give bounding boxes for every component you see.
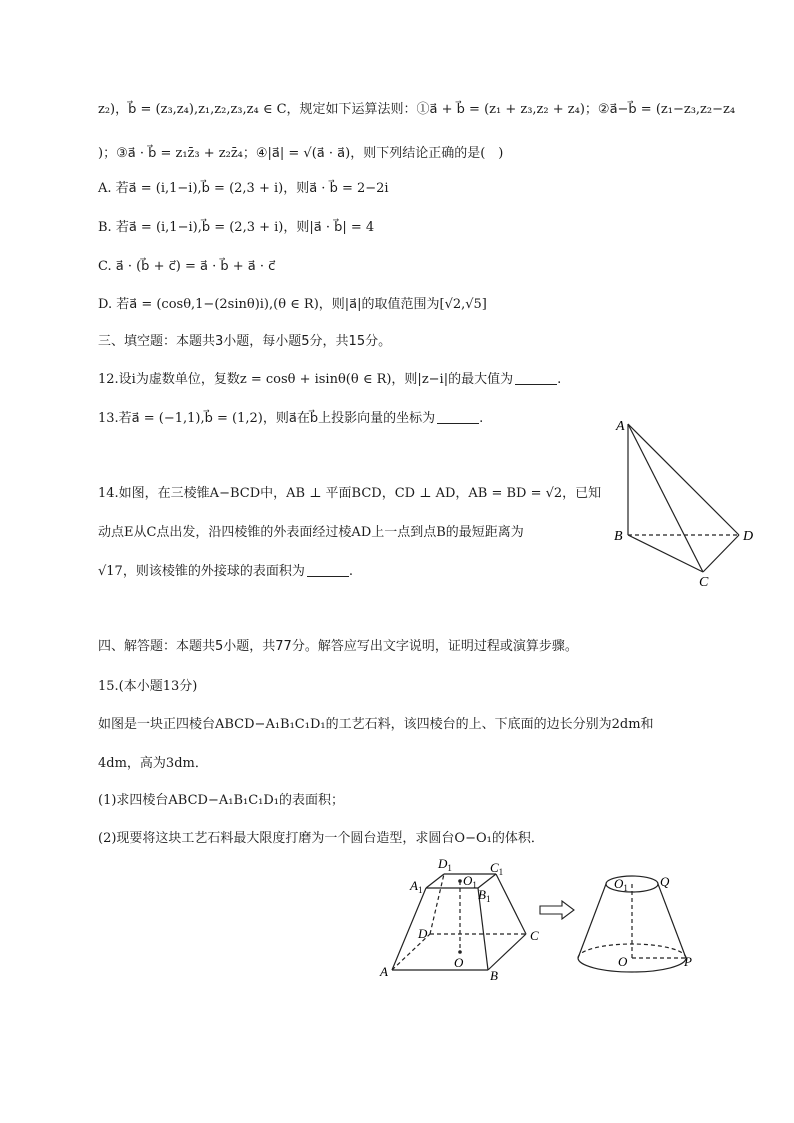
svg-text:D1: $D_1$ bbox=[438, 856, 452, 873]
answer-blank bbox=[515, 372, 557, 385]
question-line: 12.设i为虚数单位，复数z = cosθ + isinθ(θ ∈ R)，则|z−i|的最大值为 . bbox=[98, 372, 562, 387]
svg-text:O: O bbox=[454, 955, 464, 970]
question-line: D. 若a⃗ = (cosθ,1−(2sinθ)i),(θ ∈ R)，则|a⃗|的取值范围为[√2,√5] bbox=[98, 297, 487, 312]
label-A: A bbox=[616, 419, 625, 434]
answer-blank bbox=[437, 411, 479, 424]
question-line: 13.若a⃗ = (−1,1),b⃗ = (1,2)，则a⃗在b⃗上投影向量的坐标为 . bbox=[98, 411, 484, 426]
question-line: (2)现要将这块工艺石料最大限度打磨为一个圆台造型，求圆台O−O₁的体积． bbox=[98, 831, 544, 846]
label-D: D bbox=[743, 529, 754, 544]
section-heading: 三、填空题：本题共3小题，每小题5分，共15分。 bbox=[98, 334, 392, 349]
label-C: C bbox=[699, 575, 709, 590]
question-line: 如图是一块正四棱台ABCD−A₁B₁C₁D₁的工艺石料，该四棱台的上、下底面的边长分别为2dm和 bbox=[98, 717, 654, 732]
question-line: 15.(本小题13分) bbox=[98, 679, 198, 694]
question-line: √17，则该棱锥的外接球的表面积为 . bbox=[98, 564, 353, 579]
question-line: B. 若a⃗ = (i,1−i),b⃗ = (2,3 + i)，则|a⃗ · b⃗| = 4 bbox=[98, 220, 375, 235]
svg-text:C: C bbox=[530, 928, 539, 943]
svg-text:Q: Q bbox=[660, 874, 670, 889]
svg-text:O1: $O_1$ bbox=[614, 876, 628, 893]
question-line: 动点E从C点出发，沿四棱锥的外表面经过棱AD上一点到点B的最短距离为 bbox=[98, 525, 524, 540]
question-line: )；③a⃗ · b⃗ = z₁z̄₃ + z₂z̄₄；④|a⃗| = √(a⃗ · a⃗)，则下列结论正确的是( ) bbox=[98, 146, 504, 161]
svg-text:P: P bbox=[684, 954, 692, 969]
question-line: C. a⃗ · (b⃗ + c⃗) = a⃗ · b⃗ + a⃗ · c⃗ bbox=[98, 259, 276, 274]
question-line: 4dm，高为3dm． bbox=[98, 756, 208, 771]
svg-text:B1: $B_1$ bbox=[478, 887, 491, 904]
frustum-figure bbox=[376, 852, 556, 986]
svg-text:A1: $A_1$ bbox=[410, 878, 423, 895]
svg-text:B: B bbox=[490, 968, 498, 983]
svg-text:D: D bbox=[418, 926, 428, 941]
svg-text:C1: $C_1$ bbox=[490, 860, 504, 877]
label-B: B bbox=[614, 529, 623, 544]
question-line: z₂)，b⃗ = (z₃,z₄),z₁,z₂,z₃,z₄ ∈ C，规定如下运算法则：①a⃗ + b⃗ = (z₁ + z₃,z₂ + z₄)；②a⃗−b⃗ = (z₁−z₃,z₂−z₄ bbox=[98, 102, 736, 117]
question-line: A. 若a⃗ = (i,1−i),b⃗ = (2,3 + i)，则a⃗ · b⃗ = 2−2i bbox=[98, 181, 389, 196]
question-line: (1)求四棱台ABCD−A₁B₁C₁D₁的表面积； bbox=[98, 793, 345, 808]
cone-frustum-figure bbox=[570, 866, 710, 982]
svg-text:O: O bbox=[618, 954, 628, 969]
section-heading: 四、解答题：本题共5小题，共77分。解答应写出文字说明，证明过程或演算步骤。 bbox=[98, 639, 578, 654]
svg-text:A: A bbox=[380, 964, 388, 979]
svg-text:O1: $O_1$ bbox=[463, 873, 477, 890]
question-line: 14.如图，在三棱锥A−BCD中，AB ⊥ 平面BCD，CD ⊥ AD，AB = BD = √2，已知 bbox=[98, 486, 602, 501]
tetrahedron-figure bbox=[608, 414, 768, 590]
answer-blank bbox=[307, 564, 349, 577]
